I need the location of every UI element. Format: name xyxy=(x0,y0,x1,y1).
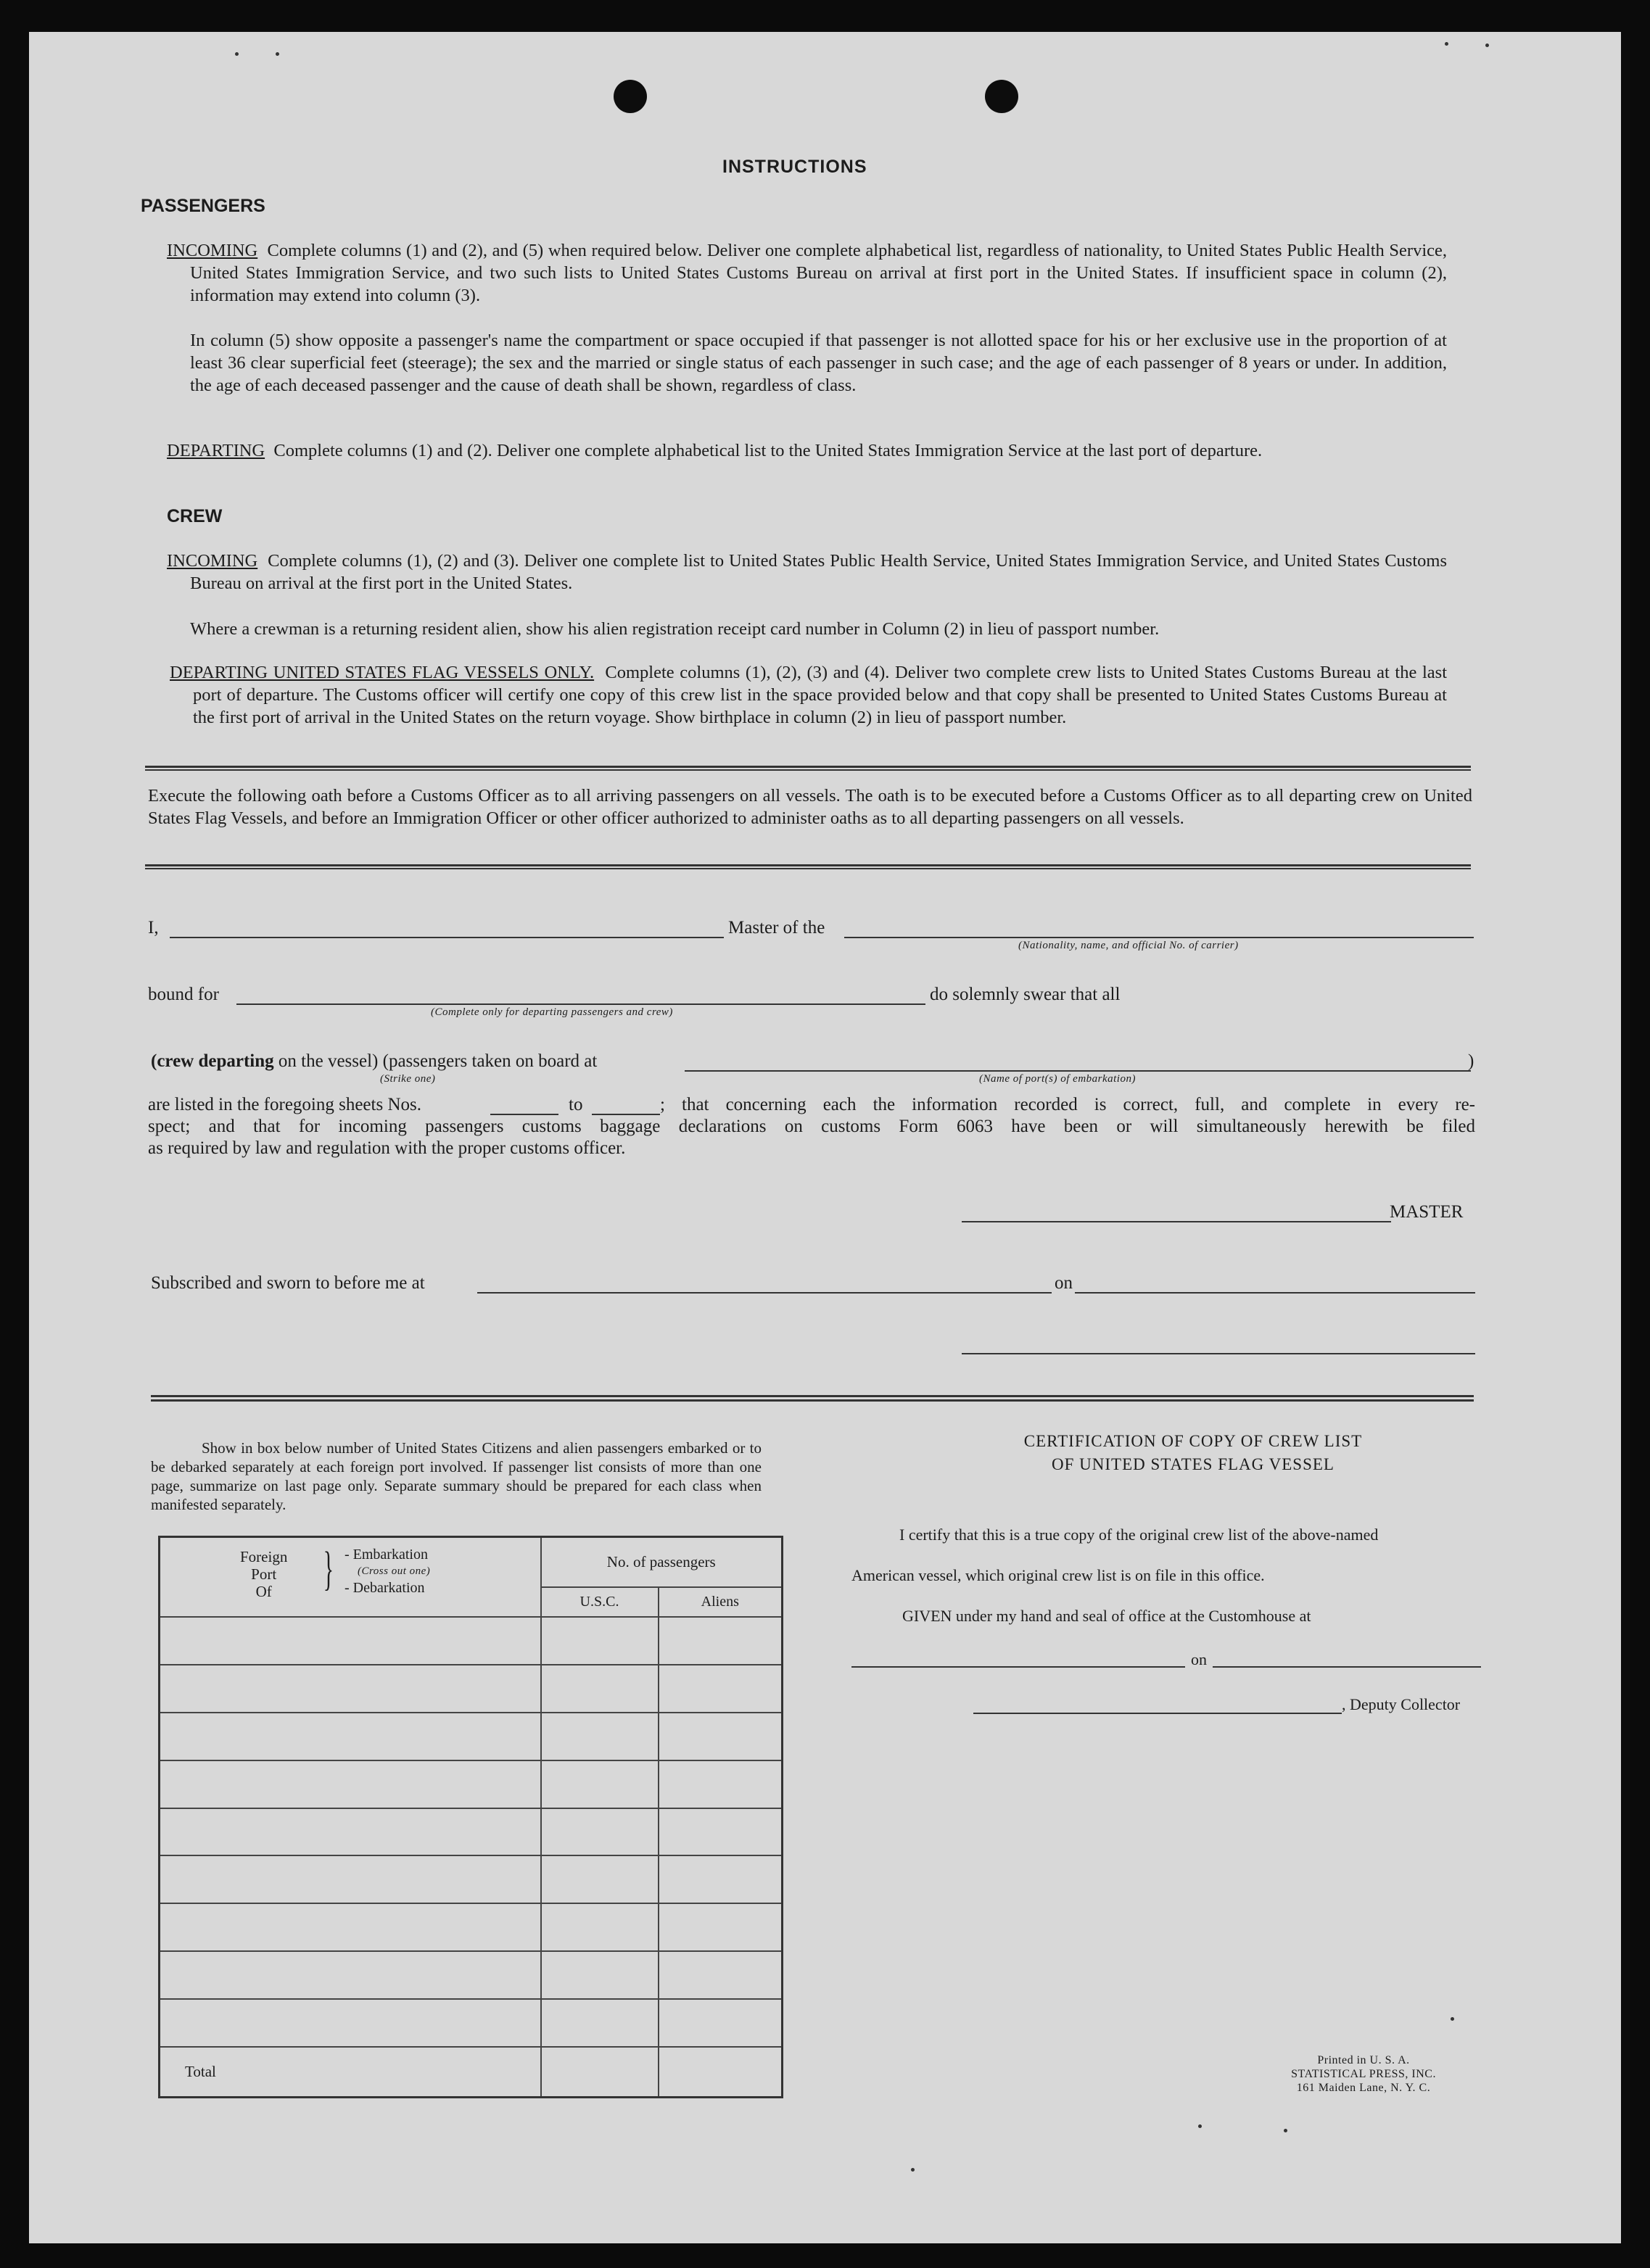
aliens-cell[interactable] xyxy=(659,1903,783,1951)
speck xyxy=(1198,2124,1202,2128)
divider-double-rule xyxy=(151,1395,1474,1402)
form-sheet xyxy=(29,32,1621,2243)
divider-rule xyxy=(145,766,1471,771)
emb-deb-labels xyxy=(345,1547,430,1597)
cert-on-label: on xyxy=(1191,1650,1207,1668)
pass-incoming-text: Complete columns (1) and (2), and (5) when required below. Deliver one complete alphabetical list, regardless of nationality, to United States Public Health Service, United States Immigration Service, and two such lists to United States Customs Bureau on arrival at first port in the United States. If insufficient space in column (2), information may extend into column (3). xyxy=(190,241,1448,305)
certification-title xyxy=(863,1430,1523,1476)
port-cell[interactable] xyxy=(160,1713,541,1760)
speck xyxy=(235,52,239,56)
aliens-cell[interactable] xyxy=(659,1665,783,1713)
on-vessel-label: on the vessel) xyxy=(278,1051,379,1071)
strike-caption: (Strike one) xyxy=(380,1073,436,1085)
sheet-to-field[interactable] xyxy=(592,1114,660,1115)
usc-cell[interactable] xyxy=(541,1808,659,1856)
total-label: Total xyxy=(185,2063,216,2081)
usc-cell[interactable] xyxy=(541,1713,659,1760)
passengers-taken-label: (passengers taken on board at xyxy=(382,1051,598,1071)
crew-incoming-head: INCOMING xyxy=(167,551,258,571)
master-signature-field[interactable] xyxy=(962,1221,1391,1222)
aliens-cell[interactable] xyxy=(659,1951,783,1999)
oath-i-label: I, xyxy=(148,918,159,938)
strike-one-line xyxy=(151,1051,597,1072)
bound-for-label: bound for xyxy=(148,985,219,1004)
listed-rest-2: spect; and that for incoming passengers customs baggage declarations on customs Form 6063 have been or will simultaneously herewith be filed xyxy=(148,1117,1475,1136)
printer-imprint xyxy=(1255,2053,1472,2095)
total-usc-cell[interactable] xyxy=(541,2047,659,2097)
passengers-heading: PASSENGERS xyxy=(141,196,265,216)
customhouse-field[interactable] xyxy=(851,1666,1185,1668)
cross-out-caption: (Cross out one) xyxy=(358,1565,431,1577)
officer-signature-field[interactable] xyxy=(962,1353,1475,1354)
port-header-cell xyxy=(160,1537,541,1617)
aliens-cell[interactable] xyxy=(659,1760,783,1808)
aliens-cell[interactable] xyxy=(659,1713,783,1760)
cert-given: GIVEN under my hand and seal of office at the Customhouse at xyxy=(902,1607,1311,1625)
to-label: to xyxy=(569,1095,583,1114)
pass-incoming-head: INCOMING xyxy=(167,241,258,260)
speck xyxy=(1451,2017,1454,2021)
usc-cell[interactable] xyxy=(541,1999,659,2047)
divider-rule xyxy=(145,864,1471,869)
embarkation-port-field[interactable] xyxy=(685,1070,1471,1072)
crew-incoming-text: Complete columns (1), (2) and (3). Deliver one complete list to United States Public Health Service, United States Immigration Service, and United States Customs Bureau on arrival at the first port in the United States. xyxy=(190,551,1447,593)
master-name-field[interactable] xyxy=(170,937,724,938)
total-label-cell xyxy=(160,2047,541,2097)
sheet-from-field[interactable] xyxy=(490,1114,558,1115)
usc-cell[interactable] xyxy=(541,1617,659,1665)
usc-cell[interactable] xyxy=(541,1903,659,1951)
embarkation-label[interactable]: - Embarkation xyxy=(345,1547,428,1563)
punch-hole-left xyxy=(614,80,647,113)
port-label: Port xyxy=(251,1565,277,1583)
aliens-header: Aliens xyxy=(659,1587,783,1617)
printer-line1: Printed in U. S. A. xyxy=(1317,2054,1410,2066)
carrier-caption: (Nationality, name, and official No. of carrier) xyxy=(1018,940,1239,951)
crew-departing-block xyxy=(170,661,1447,729)
of-label: Of xyxy=(255,1583,272,1600)
aliens-cell[interactable] xyxy=(659,1617,783,1665)
cert-date-field[interactable] xyxy=(1213,1666,1481,1668)
crew-departing-label: (crew departing xyxy=(151,1051,274,1071)
crew-alien-text: Where a crewman is a returning resident alien, show his alien registration receipt card number in Column (2) in lieu of passport number. xyxy=(190,619,1160,639)
pass-departing-text: Complete columns (1) and (2). Deliver one complete alphabetical list to the United States Immigration Service at the last port of departure. xyxy=(273,441,1263,460)
bound-caption: (Complete only for departing passengers and crew) xyxy=(431,1006,673,1018)
master-label: MASTER xyxy=(1390,1202,1464,1222)
pass-departing-block xyxy=(167,439,1447,462)
usc-cell[interactable] xyxy=(541,1951,659,1999)
sworn-on-label: on xyxy=(1055,1273,1073,1293)
speck xyxy=(276,52,279,56)
usc-cell[interactable] xyxy=(541,1855,659,1903)
speck xyxy=(911,2168,915,2172)
brace-icon: } xyxy=(323,1542,334,1595)
port-cell[interactable] xyxy=(160,1999,541,2047)
foreign-port-of xyxy=(240,1548,287,1600)
usc-header: U.S.C. xyxy=(541,1587,659,1617)
usc-cell[interactable] xyxy=(541,1760,659,1808)
listed-rest-1: ; that concerning each the information recorded is correct, full, and complete in every re- xyxy=(660,1095,1475,1114)
port-cell[interactable] xyxy=(160,1760,541,1808)
master-of-label: Master of the xyxy=(728,918,825,938)
crew-heading: CREW xyxy=(167,506,223,526)
speck xyxy=(1485,44,1489,47)
cert-title-2: OF UNITED STATES FLAG VESSEL xyxy=(1052,1455,1335,1473)
port-cell[interactable] xyxy=(160,1855,541,1903)
cert-title-1: CERTIFICATION OF COPY OF CREW LIST xyxy=(1023,1432,1363,1450)
port-cell[interactable] xyxy=(160,1903,541,1951)
sworn-place-field[interactable] xyxy=(477,1292,1052,1294)
aliens-cell[interactable] xyxy=(659,1855,783,1903)
usc-cell[interactable] xyxy=(541,1665,659,1713)
speck xyxy=(1284,2129,1287,2132)
crew-incoming-block xyxy=(167,550,1447,595)
total-aliens-cell[interactable] xyxy=(659,2047,783,2097)
printer-line2: STATISTICAL PRESS, INC. xyxy=(1291,2068,1436,2080)
bound-for-field[interactable] xyxy=(236,1003,925,1005)
cert-text-1: I certify that this is a true copy of the original crew list of the above-named xyxy=(899,1526,1379,1544)
carrier-field[interactable] xyxy=(844,937,1474,938)
foreign-label: Foreign xyxy=(240,1548,288,1565)
oath-intro: Execute the following oath before a Customs Officer as to all arriving passengers on all vessels. The oath is to be executed before a Customs Officer as to all departing crew on United States Flag Vessels, and before an Immigration Officer or other officer authorized to administer oaths as to all departing passengers on all vessels. xyxy=(148,786,1472,828)
port-cell[interactable] xyxy=(160,1951,541,1999)
port-cell[interactable] xyxy=(160,1808,541,1856)
aliens-cell[interactable] xyxy=(659,1999,783,2047)
pass-departing-head: DEPARTING xyxy=(167,441,265,460)
swear-label: do solemnly swear that all xyxy=(930,985,1121,1004)
no-passengers-header: No. of passengers xyxy=(541,1537,783,1587)
debarkation-label[interactable]: - Debarkation xyxy=(345,1580,425,1596)
speck xyxy=(1445,42,1448,46)
close-paren: ) xyxy=(1468,1051,1474,1071)
pass-col5-text: In column (5) show opposite a passenger's name the compartment or space occupied if that passenger is not allotted space for his or her exclusive use in the proportion of at least 36 clear superficial feet (steerage); the sex and the married or single status of each passenger in such case; and the age of each passenger of 8 years or under. In addition, the age of each deceased passenger and the cause of death shall be shown, regardless of class. xyxy=(190,331,1447,395)
crew-departing-text: Complete columns (1), (2), (3) and (4). Deliver two complete crew lists to United States Customs Bureau at the last port of departure. The Customs officer will certify one copy of this crew list in the space provided below and that copy shall be presented to United States Customs Bureau at the first port of arrival in the United States on the return voyage. Show birthplace in column (2) in lieu of passport number. xyxy=(193,663,1447,727)
summary-instructions: Show in box below number of United States Citizens and alien passengers embarked or to be debarked separately at each foreign port involved. If passenger list consists of more than one page, summarize on last page only. Separate summary should be prepared for each class when manifested separately. xyxy=(151,1439,762,1513)
printer-line3: 161 Maiden Lane, N. Y. C. xyxy=(1296,2082,1431,2094)
sworn-date-field[interactable] xyxy=(1075,1292,1475,1294)
port-cell[interactable] xyxy=(160,1665,541,1713)
crew-departing-head: DEPARTING UNITED STATES FLAG VESSELS ONLY. xyxy=(170,663,595,682)
port-caption: (Name of port(s) of embarkation) xyxy=(979,1073,1136,1085)
punch-hole-right xyxy=(985,80,1018,113)
listed-rest-3: as required by law and regulation with the proper customs officer. xyxy=(148,1138,626,1158)
port-cell[interactable] xyxy=(160,1617,541,1665)
listed-prefix: are listed in the foregoing sheets Nos. xyxy=(148,1095,421,1114)
deputy-signature-field[interactable] xyxy=(973,1713,1342,1714)
passenger-summary-table xyxy=(158,1536,783,2098)
subscribed-label: Subscribed and sworn to before me at xyxy=(151,1273,425,1293)
instructions-title: INSTRUCTIONS xyxy=(722,157,867,177)
aliens-cell[interactable] xyxy=(659,1808,783,1856)
cert-text-2: American vessel, which original crew list is on file in this office. xyxy=(851,1566,1265,1584)
pass-incoming-block xyxy=(167,239,1447,307)
deputy-collector-label: , Deputy Collector xyxy=(1342,1695,1461,1713)
